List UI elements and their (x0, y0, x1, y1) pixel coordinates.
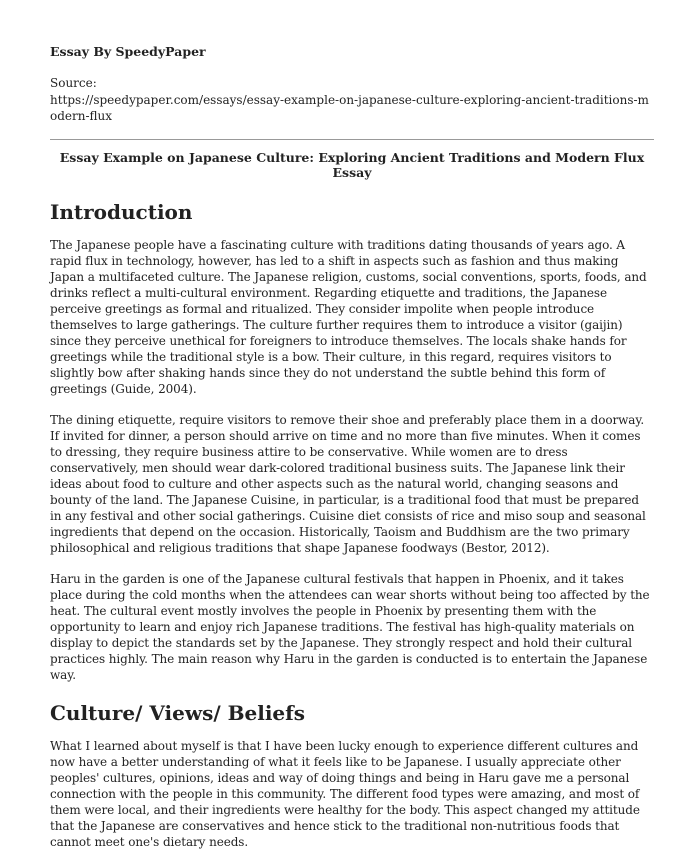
paragraph: Haru in the garden is one of the Japanese cultural festivals that happen in Phoenix, and it takes place during the cold months when the attendees can wear shorts without being too affected by the heat. The cultural event mostly involves the people in Phoenix by presenting them with the opportunity to learn and enjoy rich Japanese traditions. The festival has high-quality materials on display to depict the standards set by the Japanese. They strongly respect and hold their cultural practices highly. The main reason why Haru in the garden is conducted is to entertain the Japanese way. (50, 572, 650, 682)
paragraph: What I learned about myself is that I have been lucky enough to experience different cultures and now have a better understanding of what it feels like to be Japanese. I usually appreciate other peoples' cultures, opinions, ideas and way of doing things and being in Haru gave me a personal connection with the people in this community. The different food types were amazing, and most of them were local, and their ingredients were healthy for the body. This aspect changed my attitude that the Japanese are conservatives and hence stick to the traditional non-nutritious foods that cannot meet one's dietary needs. (50, 739, 640, 849)
section-heading-culture: Culture/ Views/ Beliefs (50, 701, 306, 725)
header-divider (50, 139, 654, 140)
paragraph: The dining etiquette, require visitors to remove their shoe and preferably place them in a doorway. If invited for dinner, a person should arrive on time and no more than five minutes. When it comes to dressing, they require business attire to be conservative. While women are to dress conservatively, men should wear dark-colored traditional business suits. The Japanese link their ideas about food to culture and other aspects such as the natural world, changing seasons and bounty of the land. The Japanese Cuisine, in particular, is a traditional food that must be prepared in any festival and other social gatherings. Cuisine diet consists of rice and miso soup and seasonal ingredients that depend on the occasion. Historically, Taoism and Buddhism are the two primary philosophical and religious traditions that shape Japanese foodways (Bestor, 2012). (50, 413, 646, 555)
essay-body (50, 197, 654, 865)
essay-title: Essay Example on Japanese Culture: Exploring Ancient Traditions and Modern Flux Essay (59, 150, 645, 180)
paragraph: The Japanese people have a fascinating culture with traditions dating thousands of years ago. A rapid flux in technology, however, has led to a shift in aspects such as fashion and thus making Japan a multifaceted culture. The Japanese religion, customs, social conventions, sports, foods, and drinks reflect a multi-cultural environment. Regarding etiquette and traditions, the Japanese perceive greetings as formal and ritualized. They consider impolite when people introduce themselves to large gatherings. The culture further requires them to introduce a visitor (gaijin) since they perceive unethical for foreigners to introduce themselves. The locals shake hands for greetings while the traditional style is a bow. Their culture, in this regard, requires visitors to slightly bow after shaking hands since they do not understand the subtle behind this form of greetings (Guide, 2004). (50, 238, 647, 396)
site-header-title: Essay By SpeedyPaper (50, 44, 206, 59)
section-heading-introduction: Introduction (50, 200, 193, 224)
source-label: Source: (50, 76, 97, 90)
source-url-link[interactable]: https://speedypaper.com/essays/essay-example-on-japanese-culture-exploring-ancient-traditions-modern-flux (50, 93, 649, 123)
